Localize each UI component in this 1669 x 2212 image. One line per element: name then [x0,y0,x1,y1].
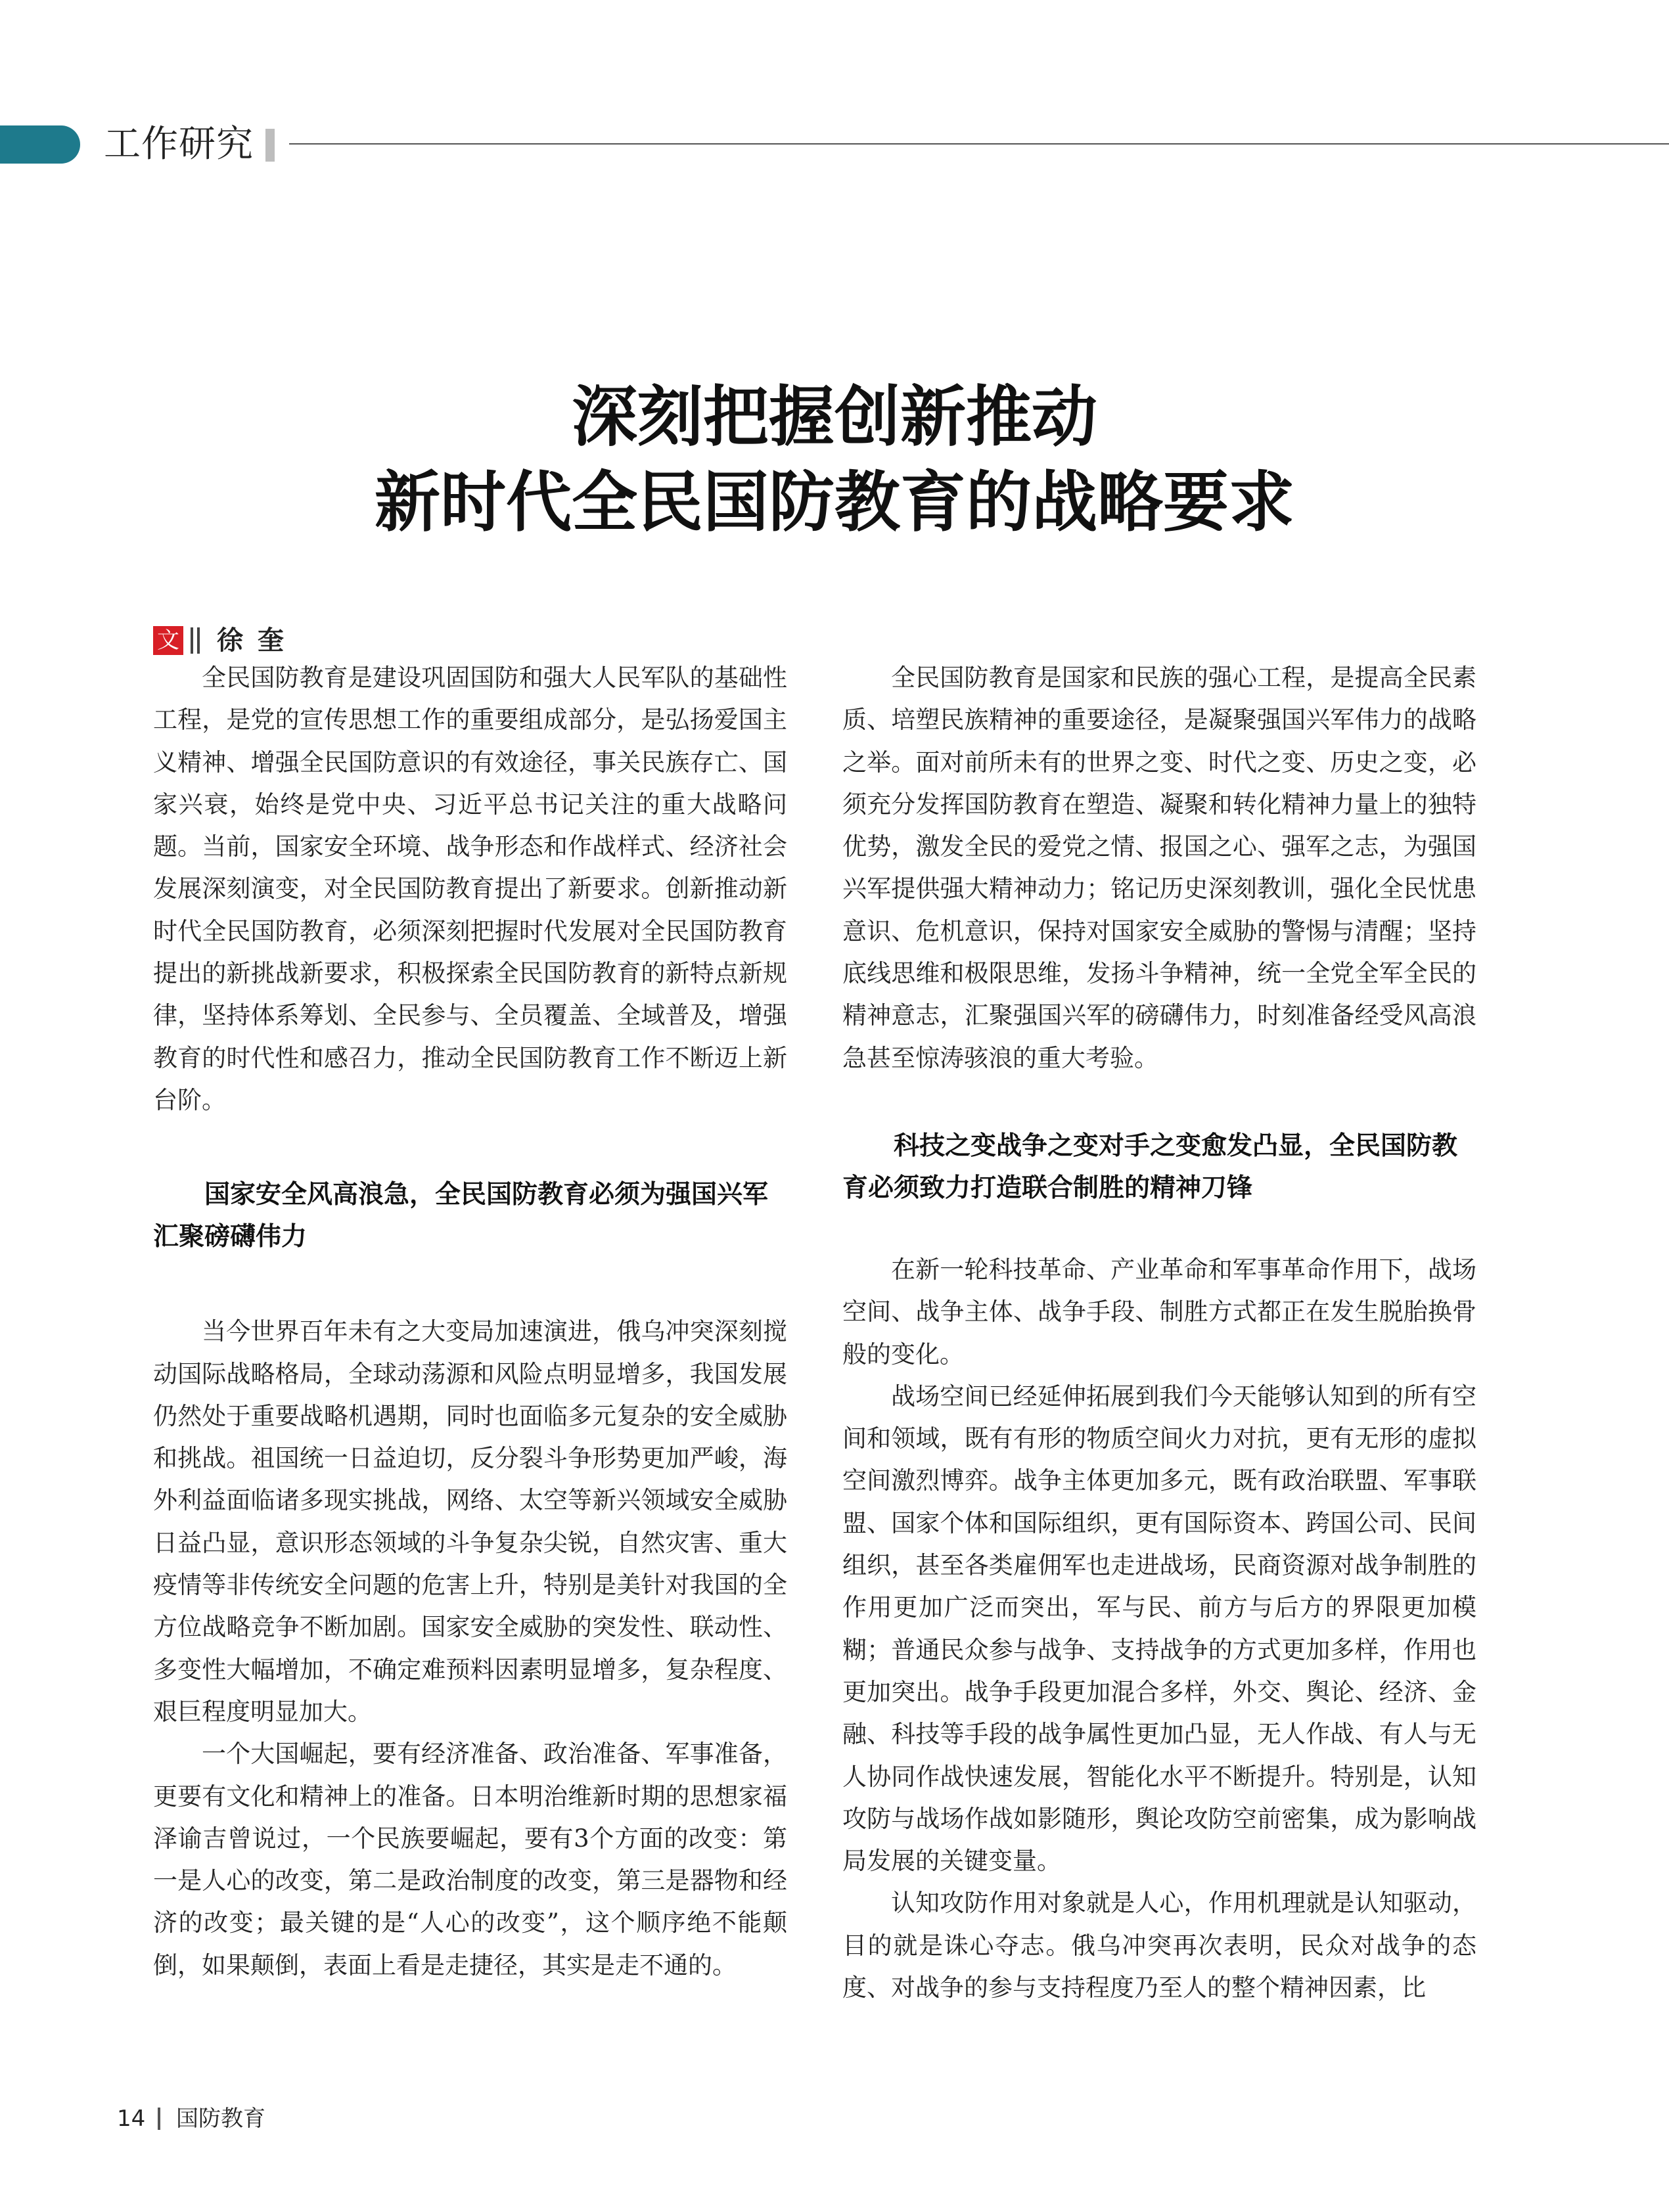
byline-separator [191,627,200,654]
header-tab-marker [0,125,80,164]
left-column [153,657,787,1987]
author-name: 徐奎 [217,625,298,656]
paragraph: 战场空间已经延伸拓展到我们今天能够认知到的所有空间和领域，既有有形的物质空间火力对抗，更有无形的虚拟空间激烈博弈。战争主体更加多元，既有政治联盟、军事联盟、国家个体和国际组织，更有国际资本、跨国公司、民间组织，甚至各类雇佣军也走进战场，民商资源对战争制胜的作用更加广泛而突出，军与民、前方与后方的界限更加模糊；普通民众参与战争、支持战争的方式更加多样，作用也更加突出。战争手段更加混合多样，外交、舆论、经济、金融、科技等手段的战争属性更加凸显，无人作战、有人与无人协同作战快速发展，智能化水平不断提升。特别是，认知攻防与战场作战如影随形，舆论攻防空前密集，成为影响战局发展的关键变量。 [842,1382,1476,1876]
footer-separator [158,2108,160,2130]
paragraph: 全民国防教育是国家和民族的强心工程，是提高全民素质、培塑民族精神的重要途径，是凝聚强国兴军伟力的战略之举。面对前所未有的世界之变、时代之变、历史之变，必须充分发挥国防教育在塑造、凝聚和转化精神力量上的独特优势，激发全民的爱党之情、报国之心、强军之志，为强国兴军提供强大精神动力；铭记历史深刻教训，强化全民忧患意识、危机意识，保持对国家安全威胁的警惕与清醒；坚持底线思维和极限思维，发扬斗争精神，统一全党全军全民的精神意志，汇聚强国兴军的磅礴伟力，时刻准备经受风高浪急甚至惊涛骇浪的重大考验。 [842,664,1476,1072]
paragraph: 在新一轮科技革命、产业革命和军事革命作用下，战场空间、战争主体、战争手段、制胜方式都正在发生脱胎换骨般的变化。 [842,1255,1476,1368]
paragraph: 认知攻防作用对象就是人心，作用机理就是认知驱动，目的就是诛心夺志。俄乌冲突再次表明，民众对战争的态度、对战争的参与支持程度乃至人的整个精神因素，比 [842,1889,1476,2002]
magazine-name: 国防教育 [176,2106,265,2132]
paragraph: 当今世界百年未有之大变局加速演进，俄乌冲突深刻搅动国际战略格局，全球动荡源和风险点明显增多，我国发展仍然处于重要战略机遇期，同时也面临多元复杂的安全威胁和挑战。祖国统一日益迫切，反分裂斗争形势更加严峻，海外利益面临诸多现实挑战，网络、太空等新兴领域安全威胁日益凸显，意识形态领域的斗争复杂尖锐，自然灾害、重大疫情等非传统安全问题的危害上升，特别是美针对我国的全方位战略竞争不断加剧。国家安全威胁的突发性、联动性、多变性大幅增加，不确定难预料因素明显增多，复杂程度、艰巨程度明显加大。 [153,1317,787,1726]
section-name: 工作研究 [104,123,254,166]
article-title-line1: 深刻把握创新推动 [572,378,1097,455]
section-heading: 科技之变战争之变对手之变愈发凸显，全民国防教育必须致力打造联合制胜的精神刀锋 [842,1131,1458,1203]
header-rule-line [289,143,1669,145]
article-title-line2: 新时代全民国防教育的战略要求 [375,464,1294,541]
section-heading: 国家安全风高浪急，全民国防教育必须为强国兴军汇聚磅礴伟力 [153,1180,769,1252]
paragraph: 全民国防教育是建设巩固国防和强大人民军队的基础性工程，是党的宣传思想工作的重要组成部分，是弘扬爱国主义精神、增强全民国防意识的有效途径，事关民族存亡、国家兴衰，始终是党中央、习近平总书记关注的重大战略问题。当前，国家安全环境、战争形态和作战样式、经济社会发展深刻演变，对全民国防教育提出了新要求。创新推动新时代全民国防教育，必须深刻把握时代发展对全民国防教育提出的新挑战新要求，积极探索全民国防教育的新特点新规律，坚持体系筹划、全民参与、全员覆盖、全域普及，增强教育的时代性和感召力，推动全民国防教育工作不断迈上新台阶。 [153,664,787,1114]
header-divider-bar [265,129,275,162]
paragraph: 一个大国崛起，要有经济准备、政治准备、军事准备，更要有文化和精神上的准备。日本明治维新时期的思想家福泽谕吉曾说过，一个民族要崛起，要有3个方面的改变：第一是人心的改变，第二是政治制度的改变，第三是器物和经济的改变；最关键的是“人心的改变”，这个顺序绝不能颠倒，如果颠倒，表面上看是走捷径，其实是走不通的。 [153,1740,787,1979]
page-number: 14 [117,2106,146,2132]
right-column [842,657,1476,2009]
byline-badge: 文 [153,626,183,655]
